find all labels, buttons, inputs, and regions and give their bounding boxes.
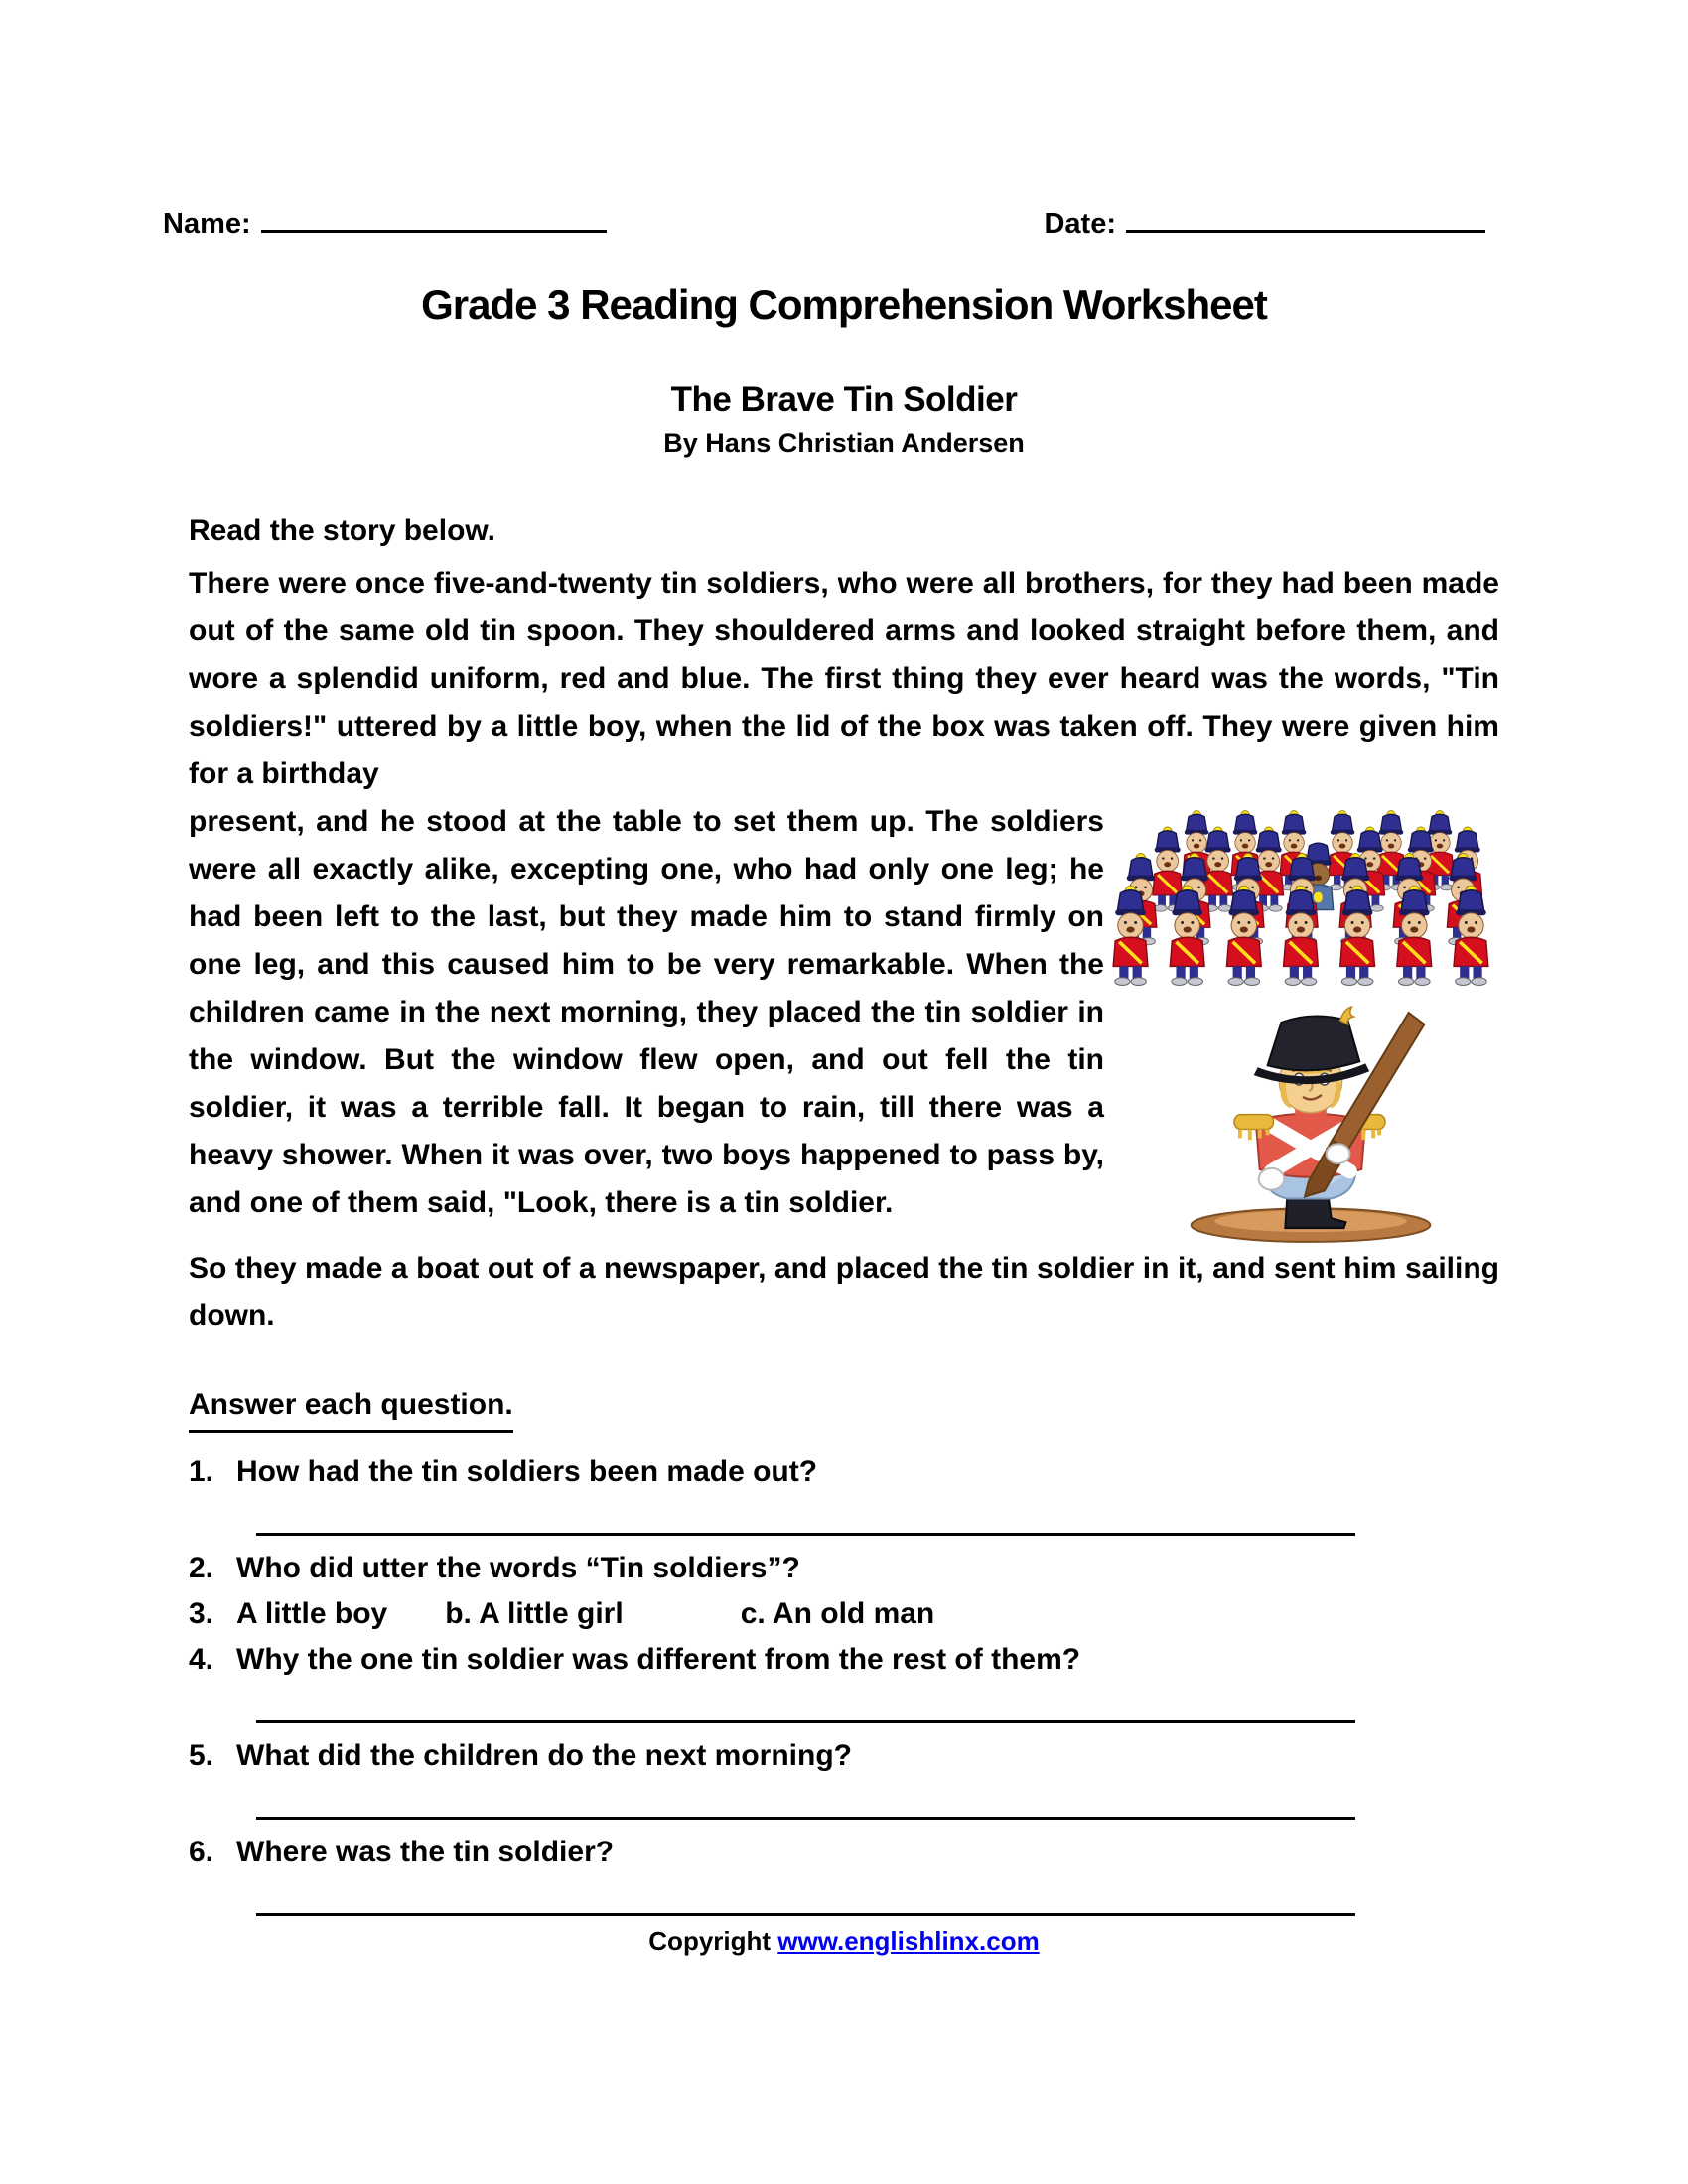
story-byline: By Hans Christian Andersen xyxy=(663,428,1025,458)
story-section xyxy=(189,560,1499,1340)
question-4-text: Why the one tin soldier was different from the rest of them? xyxy=(236,1643,1081,1676)
answer-line-4[interactable] xyxy=(256,1683,1355,1723)
page-title: Grade 3 Reading Comprehension Worksheet xyxy=(421,281,1267,328)
option-b[interactable]: b. A little girl xyxy=(445,1597,624,1630)
story-paragraph-top: There were once five-and-twenty tin soldiers, who were all brothers, for they had been made out of the same old tin spoon. They shouldered arms and looked straight before them, and wore a splendid uniform, red and blue. The first thing they ever heard was the words, "Tin soldiers!" uttered by a little boy, when the lid of the box was taken off. They were given him for a birthday xyxy=(189,567,1499,790)
copyright-label: Copyright xyxy=(648,1926,772,1956)
date-input-line[interactable] xyxy=(1126,201,1485,233)
story-middle-row xyxy=(189,798,1499,1245)
question-1-text: How had the tin soldiers been made out? xyxy=(236,1455,818,1488)
questions-section xyxy=(189,1382,1499,1916)
question-2-number: 2. xyxy=(189,1552,214,1584)
question-5 xyxy=(189,1733,1499,1779)
question-3-number: 3. xyxy=(189,1597,214,1630)
name-field xyxy=(163,201,607,241)
header-row xyxy=(163,201,1485,241)
questions-heading: Answer each question. xyxy=(189,1382,513,1433)
tin-soldier-image xyxy=(1162,1005,1456,1245)
question-4 xyxy=(189,1637,1499,1683)
question-2 xyxy=(189,1546,1499,1591)
name-input-line[interactable] xyxy=(261,201,607,233)
question-3-options xyxy=(189,1591,1499,1637)
question-6-number: 6. xyxy=(189,1836,214,1868)
question-4-number: 4. xyxy=(189,1643,214,1676)
story-title: The Brave Tin Soldier xyxy=(670,380,1018,419)
question-6 xyxy=(189,1830,1499,1875)
story-illustrations xyxy=(1104,798,1499,1245)
story-paragraph-bottom: So they made a boat out of a newspaper, and placed the tin soldier in it, and sent him sailing down. xyxy=(189,1252,1499,1332)
option-a[interactable]: A little boy xyxy=(236,1597,388,1630)
name-label: Name: xyxy=(163,208,251,240)
date-label: Date: xyxy=(1044,208,1116,240)
story-paragraph-middle: present, and he stood at the table to set them up. The soldiers were all exactly alike, excepting one, who had only one leg; he had been left to the last, but they made him to stand firmly on one leg, and this caused him to be very remarkable. When the children came in the next morning, they placed the tin soldier in the window. But the window flew open, and out fell the tin soldier, it was a terrible fall. It began to rain, till there was a heavy shower. When it was over, two boys happened to pass by, and one of them said, "Look, there is a tin soldier. xyxy=(189,805,1104,1219)
option-c[interactable]: c. An old man xyxy=(740,1597,935,1630)
question-1-number: 1. xyxy=(189,1455,214,1488)
footer xyxy=(189,1926,1499,1957)
answer-line-6[interactable] xyxy=(256,1875,1355,1916)
date-field xyxy=(1044,201,1485,241)
copyright-link[interactable]: www.englishlinx.com xyxy=(777,1926,1040,1956)
story-instruction: Read the story below. xyxy=(189,514,495,547)
question-6-text: Where was the tin soldier? xyxy=(236,1836,615,1868)
question-2-text: Who did utter the words “Tin soldiers”? xyxy=(236,1552,800,1584)
question-5-text: What did the children do the next morning? xyxy=(236,1739,852,1772)
question-5-number: 5. xyxy=(189,1739,214,1772)
question-1 xyxy=(189,1449,1499,1495)
answer-line-1[interactable] xyxy=(256,1495,1355,1536)
tin-soldiers-group-image xyxy=(1104,810,1499,991)
answer-line-5[interactable] xyxy=(256,1779,1355,1820)
